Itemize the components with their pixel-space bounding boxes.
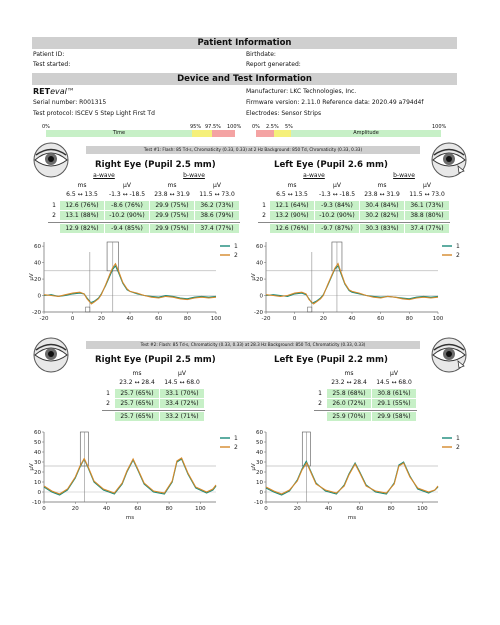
- test-started-label: Test started:: [33, 61, 71, 68]
- cell: 30.4 (84%): [360, 201, 404, 210]
- y-tick-label: 20: [34, 470, 41, 476]
- x-tick-label: 80: [165, 506, 173, 512]
- row-number: 2: [52, 212, 56, 219]
- x-tick-label: 20: [293, 506, 301, 512]
- cell: 29.9 (75%): [150, 211, 194, 220]
- cell: 12.1 (64%): [270, 201, 314, 210]
- x-tick-label: 0: [292, 316, 297, 322]
- cell: -9.3 (84%): [315, 201, 359, 210]
- birthdate-label: Birthdate:: [246, 51, 276, 58]
- range: 11.5 ↔ 73.0: [199, 191, 235, 198]
- test1-right-title: Right Eye (Pupil 2.5 mm): [95, 160, 216, 170]
- legend-label: 2: [234, 252, 238, 259]
- x-tick-label: 40: [325, 506, 333, 512]
- unit-ms: ms: [132, 370, 142, 377]
- series-line-2: [44, 458, 216, 494]
- table-separator: [258, 222, 450, 223]
- test1-left-title: Left Eye (Pupil 2.6 mm): [274, 160, 388, 170]
- x-tick-label: 60: [155, 316, 163, 322]
- bwave-label: b-wave: [183, 172, 205, 179]
- cell: -10.2 (90%): [315, 211, 359, 220]
- trough-window-box: [86, 307, 90, 312]
- amp-bar-red: [256, 130, 274, 137]
- y-tick-label: -10: [32, 500, 41, 506]
- time-bar-label: Time: [112, 130, 126, 136]
- x-tick-label: -20: [39, 316, 49, 322]
- legend-label: 1: [456, 243, 460, 250]
- scale-right-zero: 0%: [252, 124, 260, 130]
- y-tick-label: 50: [256, 440, 263, 446]
- time-bar-yellow: [192, 130, 212, 137]
- cell: 33.4 (72%): [160, 399, 204, 408]
- range: 6.5 ↔ 13.5: [276, 191, 308, 198]
- cell: -9.7 (87%): [315, 224, 359, 233]
- device-info-header: Device and Test Information: [32, 73, 457, 85]
- x-tick-label: 20: [97, 316, 105, 322]
- manufacturer: Manufacturer: LKC Technologies, Inc.: [246, 88, 357, 95]
- range: 23.2 ↔ 28.4: [119, 379, 155, 386]
- range: -1.3 ↔ -18.5: [318, 191, 356, 198]
- y-tick-label: 40: [34, 450, 41, 456]
- y-tick-label: 20: [256, 470, 263, 476]
- y-tick-label: 30: [34, 460, 41, 466]
- series-line-1: [266, 461, 438, 495]
- left-eye-icon: [428, 337, 470, 373]
- awave-label: a-wave: [303, 172, 325, 179]
- unit-ms: ms: [77, 182, 87, 189]
- y-tick-label: 40: [256, 260, 263, 267]
- range: 23.8 ↔ 31.9: [154, 191, 190, 198]
- awave-label: a-wave: [93, 172, 115, 179]
- x-tick-label: 60: [356, 506, 364, 512]
- cell: 29.9 (58%): [372, 412, 416, 421]
- amp-bar-label: Amplitude: [353, 130, 379, 136]
- scale-left-zero: 0%: [42, 124, 50, 130]
- report-generated-label: Report generated:: [246, 61, 301, 68]
- test-protocol: Test protocol: ISCEV 5 Step Light First Td: [33, 110, 155, 117]
- unit-ms: ms: [287, 182, 297, 189]
- x-tick-label: 20: [71, 506, 79, 512]
- y-tick-label: 50: [34, 440, 41, 446]
- right-eye-icon: [30, 337, 72, 373]
- x-tick-label: 0: [264, 506, 268, 512]
- x-tick-label: 0: [42, 506, 46, 512]
- x-tick-label: 0: [70, 316, 75, 322]
- row-number: 1: [52, 202, 56, 209]
- cell: 29.9 (75%): [150, 201, 194, 210]
- patient-id-label: Patient ID:: [33, 51, 65, 58]
- x-tick-label: 100: [195, 506, 206, 512]
- x-tick-label: 80: [405, 316, 413, 322]
- test1-header: Test #1: Flash: 85 Td·s, Chromaticity (0.33, 0.33) at 2 Hz Background: 850 Td, Chromaticity (0.33, 0.33): [86, 146, 420, 154]
- device-brand: [33, 87, 75, 96]
- y-tick-label: 0: [37, 490, 41, 496]
- x-tick-label: 60: [377, 316, 385, 322]
- x-tick-label: 80: [387, 506, 395, 512]
- range: 23.8 ↔ 31.9: [364, 191, 400, 198]
- cell: 33.2 (71%): [160, 412, 204, 421]
- y-tick-label: 0: [37, 293, 41, 300]
- cell: 30.3 (83%): [360, 224, 404, 233]
- brand-italic: eval™: [50, 87, 75, 96]
- test1-right-chart: [30, 236, 248, 334]
- x-axis-label: ms: [347, 515, 357, 521]
- electrodes: Electrodes: Sensor Strips: [246, 110, 322, 117]
- test2-header: Test #2: Flash: 85 Td·s, Chromaticity (0.33, 0.33) at 28.3 Hz Background: 850 Td, Chromaticity (0.33, 0.33): [86, 341, 420, 349]
- y-axis-label: µV: [251, 463, 257, 471]
- trough-window-box: [308, 307, 312, 312]
- x-tick-label: 40: [126, 316, 134, 322]
- series-line-1: [266, 266, 438, 303]
- scale-right-100: 100%: [432, 124, 447, 130]
- x-tick-label: -20: [261, 316, 271, 322]
- range: 14.5 ↔ 68.0: [376, 379, 412, 386]
- cell: 26.0 (72%): [327, 399, 371, 408]
- cell: 38.8 (80%): [405, 211, 449, 220]
- test2-left-chart: [252, 428, 470, 528]
- unit-uv: µV: [123, 182, 131, 189]
- scale-100: 100%: [227, 124, 242, 130]
- x-tick-label: 100: [210, 316, 222, 322]
- row-number: 1: [318, 390, 322, 397]
- series-line-1: [44, 266, 216, 303]
- test2-right-chart: [30, 428, 248, 528]
- cell: 36.1 (73%): [405, 201, 449, 210]
- legend-label: 2: [234, 444, 238, 451]
- cell: 30.8 (61%): [372, 389, 416, 398]
- y-tick-label: -20: [254, 310, 263, 316]
- y-tick-label: -20: [32, 310, 41, 316]
- serial-number: Serial number: R001315: [33, 99, 107, 106]
- range: -1.3 ↔ -18.5: [108, 191, 146, 198]
- legend-label: 1: [456, 435, 460, 442]
- y-tick-label: 10: [34, 480, 41, 486]
- cell: 33.1 (70%): [160, 389, 204, 398]
- cell: -8.6 (76%): [105, 201, 149, 210]
- x-tick-label: 80: [183, 316, 191, 322]
- amp-bar-yellow: [274, 130, 291, 137]
- unit-ms: ms: [167, 182, 177, 189]
- legend-label: 1: [234, 435, 238, 442]
- range: 6.5 ↔ 13.5: [66, 191, 98, 198]
- cell: 25.8 (68%): [327, 389, 371, 398]
- scale-5: 5%: [285, 124, 293, 130]
- y-tick-label: 10: [256, 480, 263, 486]
- y-axis-label: µV: [29, 273, 35, 281]
- row-number: 2: [318, 400, 322, 407]
- cell: 29.1 (55%): [372, 399, 416, 408]
- firmware-version: Firmware version: 2.11.0 Reference data: 2020.49 a794d4f: [246, 99, 424, 106]
- y-tick-label: 40: [34, 260, 41, 267]
- test2-right-title: Right Eye (Pupil 2.5 mm): [95, 355, 216, 365]
- cell: 30.2 (82%): [360, 211, 404, 220]
- cell: 25.7 (65%): [115, 412, 159, 421]
- x-axis-label: ms: [125, 515, 135, 521]
- y-axis-label: µV: [251, 273, 257, 281]
- table-separator: [314, 410, 417, 411]
- row-number: 2: [262, 212, 266, 219]
- bwave-label: b-wave: [393, 172, 415, 179]
- cell: 37.4 (77%): [195, 224, 239, 233]
- legend-label: 1: [234, 243, 238, 250]
- y-tick-label: 0: [259, 490, 263, 496]
- scale-95: 95%: [190, 124, 202, 130]
- scale-975: 97.5%: [205, 124, 221, 130]
- legend-label: 2: [456, 444, 460, 451]
- cell: 25.7 (65%): [115, 389, 159, 398]
- x-tick-label: 40: [348, 316, 356, 322]
- brand-main: RET: [33, 87, 51, 96]
- cell: 12.9 (82%): [60, 224, 104, 233]
- unit-uv: µV: [333, 182, 341, 189]
- unit-uv: µV: [178, 370, 186, 377]
- y-tick-label: 20: [34, 277, 41, 284]
- y-tick-label: 0: [259, 293, 263, 300]
- amp-bar-green: [291, 130, 441, 137]
- unit-ms: ms: [344, 370, 354, 377]
- range: 14.5 ↔ 68.0: [164, 379, 200, 386]
- y-tick-label: 60: [34, 244, 41, 251]
- y-tick-label: 60: [256, 430, 263, 436]
- cell: 12.6 (76%): [60, 201, 104, 210]
- test1-left-chart: [252, 236, 470, 334]
- cell: 25.9 (70%): [327, 412, 371, 421]
- y-tick-label: 30: [256, 460, 263, 466]
- cell: -10.2 (90%): [105, 211, 149, 220]
- x-tick-label: 60: [134, 506, 142, 512]
- unit-ms: ms: [377, 182, 387, 189]
- time-bar-green: [46, 130, 192, 137]
- unit-uv: µV: [213, 182, 221, 189]
- x-tick-label: 100: [417, 506, 428, 512]
- y-axis-label: µV: [29, 463, 35, 471]
- scale-25: 2.5%: [266, 124, 279, 130]
- cell: 12.6 (76%): [270, 224, 314, 233]
- cell: 37.4 (77%): [405, 224, 449, 233]
- table-separator: [48, 222, 240, 223]
- cell: 36.2 (73%): [195, 201, 239, 210]
- row-number: 1: [262, 202, 266, 209]
- table-separator: [102, 410, 205, 411]
- y-tick-label: -10: [254, 500, 263, 506]
- patient-info-header: Patient Information: [32, 37, 457, 49]
- row-number: 2: [106, 400, 110, 407]
- row-number: 1: [106, 390, 110, 397]
- cell: 13.2 (90%): [270, 211, 314, 220]
- cell: 25.7 (65%): [115, 399, 159, 408]
- cell: -9.4 (85%): [105, 224, 149, 233]
- y-tick-label: 60: [34, 430, 41, 436]
- unit-uv: µV: [390, 370, 398, 377]
- y-tick-label: 20: [256, 277, 263, 284]
- range: 23.2 ↔ 28.4: [331, 379, 367, 386]
- range: 11.5 ↔ 73.0: [409, 191, 445, 198]
- x-tick-label: 20: [319, 316, 327, 322]
- unit-uv: µV: [423, 182, 431, 189]
- test2-left-title: Left Eye (Pupil 2.2 mm): [274, 355, 388, 365]
- x-tick-label: 100: [432, 316, 444, 322]
- cell: 13.1 (88%): [60, 211, 104, 220]
- y-tick-label: 40: [256, 450, 263, 456]
- legend-label: 2: [456, 252, 460, 259]
- cell: 29.9 (75%): [150, 224, 194, 233]
- cell: 38.6 (79%): [195, 211, 239, 220]
- y-tick-label: 60: [256, 244, 263, 251]
- time-bar-red: [212, 130, 235, 137]
- x-tick-label: 40: [103, 506, 111, 512]
